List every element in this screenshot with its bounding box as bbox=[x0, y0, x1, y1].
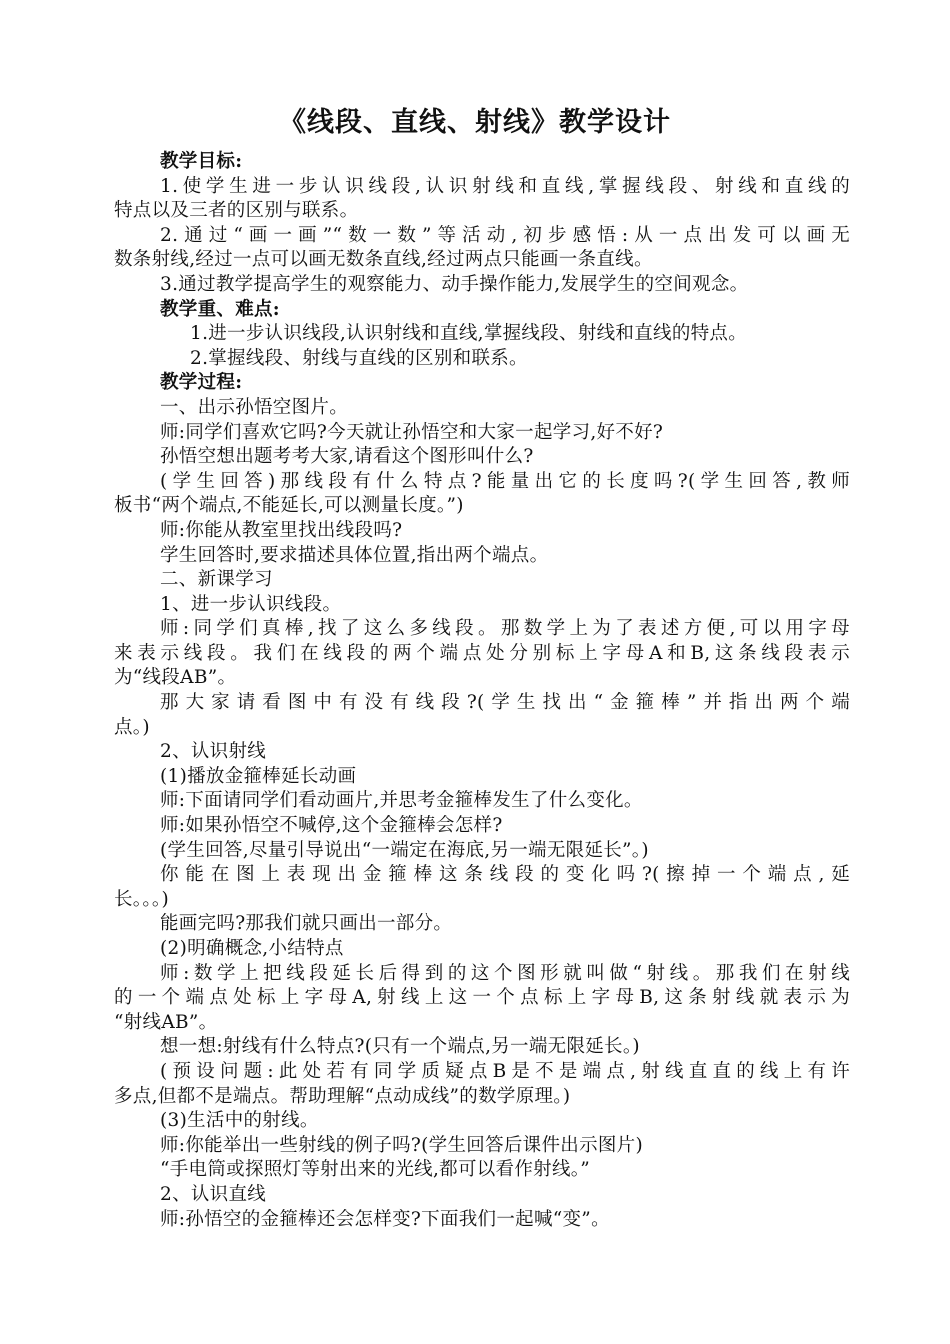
paragraph-line: “手电筒或探照灯等射出来的光线,都可以看作射线。” bbox=[160, 1159, 591, 1181]
paragraph-line: 师:你能从教室里找出线段吗? bbox=[160, 519, 403, 541]
paragraph-line: 1.使学生进一步认识线段,认识射线和直线,掌握线段、射线和直线的 bbox=[160, 175, 850, 197]
paragraph-line: 特点以及三者的区别与联系。 bbox=[114, 200, 359, 222]
paragraph-line: 师:如果孙悟空不喊停,这个金箍棒会怎样? bbox=[160, 815, 503, 837]
paragraph-line: 你能在图上表现出金箍棒这条线段的变化吗?(擦掉一个端点,延 bbox=[160, 864, 850, 886]
paragraph-line: 点。) bbox=[114, 716, 150, 738]
paragraph-line: 师:下面请同学们看动画片,并思考金箍棒发生了什么变化。 bbox=[160, 790, 643, 812]
paragraph-line: “射线AB”。 bbox=[114, 1011, 218, 1033]
heading-objectives: 教学目标: bbox=[160, 151, 243, 172]
paragraph-line: (学生回答)那线段有什么特点?能量出它的长度吗?(学生回答,教师 bbox=[160, 470, 850, 492]
paragraph-line: 板书“两个端点,不能延长,可以测量长度。”) bbox=[114, 495, 464, 517]
paragraph-line: 那大家请看图中有没有线段?(学生找出“金箍棒”并指出两个端 bbox=[160, 692, 850, 714]
subsection-heading: 2、认识直线 bbox=[160, 1183, 267, 1205]
subsection-heading: 1、进一步认识线段。 bbox=[160, 593, 342, 615]
paragraph-line: 1.进一步认识线段,认识射线和直线,掌握线段、射线和直线的特点。 bbox=[190, 323, 748, 345]
paragraph-line: (1)播放金箍棒延长动画 bbox=[160, 765, 357, 787]
paragraph-line: 师:你能举出一些射线的例子吗?(学生回答后课件出示图片) bbox=[160, 1134, 643, 1156]
paragraph-line: 2.通过“画一画”“数一数”等活动,初步感悟:从一点出发可以画无 bbox=[160, 224, 850, 246]
paragraph-line: 学生回答时,要求描述具体位置,指出两个端点。 bbox=[160, 544, 549, 566]
paragraph-line: 的一个端点处标上字母A,射线上这一个点标上字母B,这条射线就表示为 bbox=[114, 987, 850, 1009]
paragraph-line: 长。。。) bbox=[114, 888, 169, 910]
paragraph-line: (预设问题:此处若有同学质疑点B是不是端点,射线直直的线上有许 bbox=[160, 1060, 850, 1082]
paragraph-line: 为“线段AB”。 bbox=[114, 667, 237, 689]
paragraph-line: 一、出示孙悟空图片。 bbox=[160, 396, 349, 418]
paragraph-line: 想一想:射线有什么特点?(只有一个端点,另一端无限延长。) bbox=[160, 1036, 640, 1058]
paragraph-line: 师:孙悟空的金箍棒还会怎样变?下面我们一起喊“变”。 bbox=[160, 1208, 610, 1230]
heading-key-points: 教学重、难点: bbox=[160, 298, 280, 320]
paragraph-line: (2)明确概念,小结特点 bbox=[160, 938, 344, 959]
paragraph-line: 2.掌握线段、射线与直线的区别和联系。 bbox=[190, 347, 528, 369]
subsection-heading: 2、认识射线 bbox=[160, 741, 267, 763]
paragraph-line: 师:同学们喜欢它吗?今天就让孙悟空和大家一起学习,好不好? bbox=[160, 421, 664, 443]
paragraph-line: 3.通过教学提高学生的观察能力、动手操作能力,发展学生的空间观念。 bbox=[160, 273, 749, 295]
document-body bbox=[114, 150, 850, 1232]
section-heading: 二、新课学习 bbox=[160, 569, 273, 591]
paragraph-line: 多点,但都不是端点。帮助理解“点动成线”的数学原理。) bbox=[114, 1085, 571, 1107]
paragraph-line: (学生回答,尽量引导说出“一端定在海底,另一端无限延长”。) bbox=[160, 839, 649, 861]
paragraph-line: 数条射线,经过一点可以画无数条直线,经过两点只能画一条直线。 bbox=[114, 249, 653, 271]
document-title: 《线段、直线、射线》教学设计 bbox=[279, 107, 671, 138]
paragraph-line: 孙悟空想出题考考大家,请看这个图形叫什么? bbox=[160, 446, 534, 468]
heading-process: 教学过程: bbox=[160, 372, 243, 394]
paragraph-line: 能画完吗?那我们就只画出一部分。 bbox=[160, 913, 453, 935]
paragraph-line: 来表示线段。我们在线段的两个端点处分别标上字母A和B,这条线段表示 bbox=[114, 642, 850, 664]
paragraph-line: 师:数学上把线段延长后得到的这个图形就叫做“射线。那我们在射线 bbox=[160, 962, 850, 984]
paragraph-line: (3)生活中的射线。 bbox=[160, 1110, 319, 1132]
paragraph-line: 师:同学们真棒,找了这么多线段。那数学上为了表述方便,可以用字母 bbox=[160, 618, 850, 640]
